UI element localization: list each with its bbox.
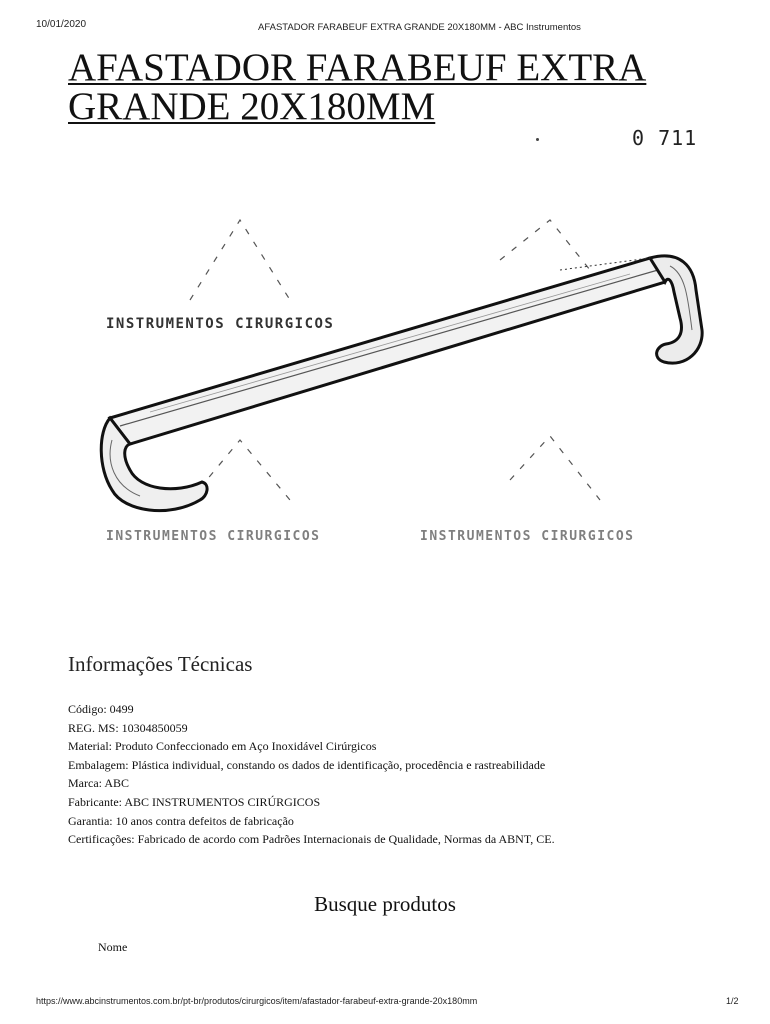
watermark-logo-bottom-right xyxy=(510,436,600,500)
print-page-number: 1/2 xyxy=(726,996,739,1006)
spec-line: Material: Produto Confeccionado em Aço Inoxidável Cirúrgicos xyxy=(68,739,377,754)
scan-speck xyxy=(536,138,539,141)
spec-line: Marca: ABC xyxy=(68,776,129,791)
handwritten-stamp: 0 711 xyxy=(632,126,698,150)
technical-info-heading: Informações Técnicas xyxy=(68,652,253,676)
spec-line: Garantia: 10 anos contra defeitos de fabricação xyxy=(68,813,294,828)
watermark-logo-top-left xyxy=(190,220,290,300)
watermark-text-top-left: INSTRUMENTOS CIRURGICOS xyxy=(106,316,335,332)
product-image xyxy=(90,200,710,580)
print-date: 10/01/2020 xyxy=(36,19,87,30)
spec-line: Embalagem: Plástica individual, constando os dados de identificação, procedência e rastreabilidade xyxy=(68,757,546,772)
spec-line: REG. MS: 10304850059 xyxy=(68,720,188,735)
spec-line: Certificações: Fabricado de acordo com Padrões Internacionais de Qualidade, Normas da ABNT, CE. xyxy=(68,832,555,847)
product-title-line2: GRANDE 20X180MM xyxy=(68,85,436,128)
spec-line: Fabricante: ABC INSTRUMENTOS CIRÚRGICOS xyxy=(68,794,321,809)
product-title-line1: AFASTADOR FARABEUF EXTRA xyxy=(68,46,647,89)
search-products-heading: Busque produtos xyxy=(314,892,456,916)
watermark-logo-top-right xyxy=(500,220,590,270)
retractor-instrument xyxy=(101,256,702,511)
product-title xyxy=(68,48,708,126)
search-name-label: Nome xyxy=(98,940,128,954)
print-url: https://www.abcinstrumentos.com.br/pt-br/produtos/cirurgicos/item/afastador-farabeuf-extra-grande-20x180mm xyxy=(36,996,478,1006)
technical-info-list xyxy=(68,700,555,849)
spec-line: Código: 0499 xyxy=(68,702,134,716)
watermark-text-bottom-left: INSTRUMENTOS CIRURGICOS xyxy=(106,529,321,544)
watermark-text-bottom-right: INSTRUMENTOS CIRURGICOS xyxy=(420,529,635,544)
print-page-title: AFASTADOR FARABEUF EXTRA GRANDE 20X180MM - ABC Instrumentos xyxy=(258,22,581,33)
